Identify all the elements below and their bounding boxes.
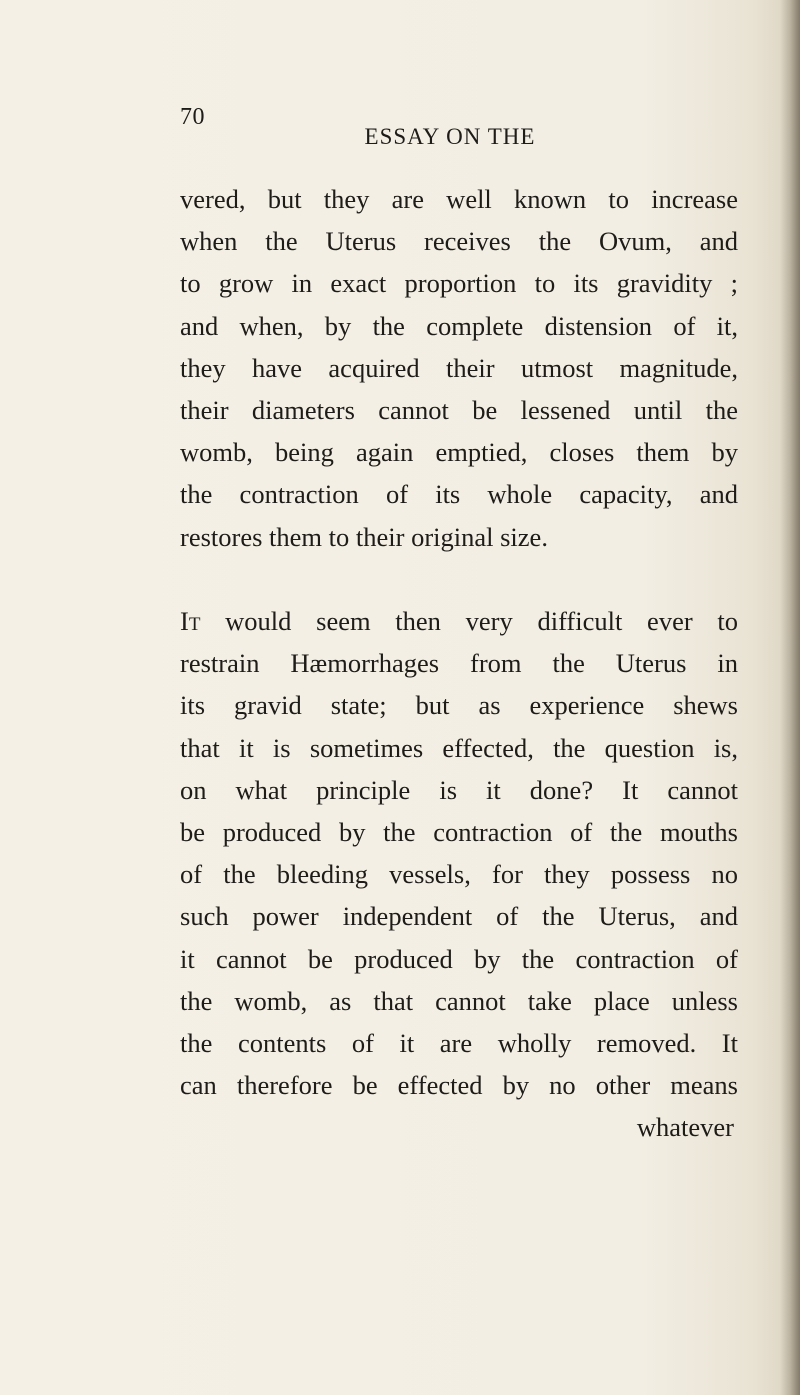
page-number: 70 [180,104,205,130]
text-line: be produced by the contraction of the mouths [180,817,738,848]
paragraph-1 [180,178,738,558]
text-line: womb, being again emptied, closes them by [180,437,738,468]
text-line: restores them to their original size. [180,521,548,552]
text-line: of the bleeding vessels, for they possess no [180,859,738,890]
text-line: they have acquired their utmost magnitude, [180,352,738,383]
text-line: to grow in exact proportion to its gravidity ; [180,268,738,299]
text-line: when the Uterus receives the Ovum, and [180,226,738,257]
body-text [180,178,738,1149]
drop-word: It [180,606,201,637]
text-line: and when, by the complete distension of it, [180,310,738,341]
text-line: that it is sometimes effected, the question is, [180,732,738,763]
text-line: the womb, as that cannot take place unless [180,985,738,1016]
text-line-rest: would seem then very difficult ever to [200,606,738,637]
paragraph-gap [180,558,738,600]
text-line-opening [180,600,738,642]
running-title: ESSAY ON THE [364,124,536,149]
paragraph-2 [180,600,738,1149]
page-edge-shadow [780,0,800,1395]
text-line: vered, but they are well known to increase [180,184,738,214]
catchword: whatever [636,1112,734,1143]
text-line: restrain Hæmorrhages from the Uterus in [180,648,738,679]
text-line: it cannot be produced by the contraction of [180,943,738,974]
text-line: its gravid state; but as experience shews [180,690,738,721]
text-line: their diameters cannot be lessened until the [180,395,738,426]
text-line: can therefore be effected by no other means [180,1070,738,1101]
text-line: the contents of it are wholly removed. It [180,1028,738,1059]
text-line: on what principle is it done? It cannot [180,774,738,805]
text-line: the contraction of its whole capacity, and [180,479,738,510]
text-line: such power independent of the Uterus, and [180,901,738,932]
